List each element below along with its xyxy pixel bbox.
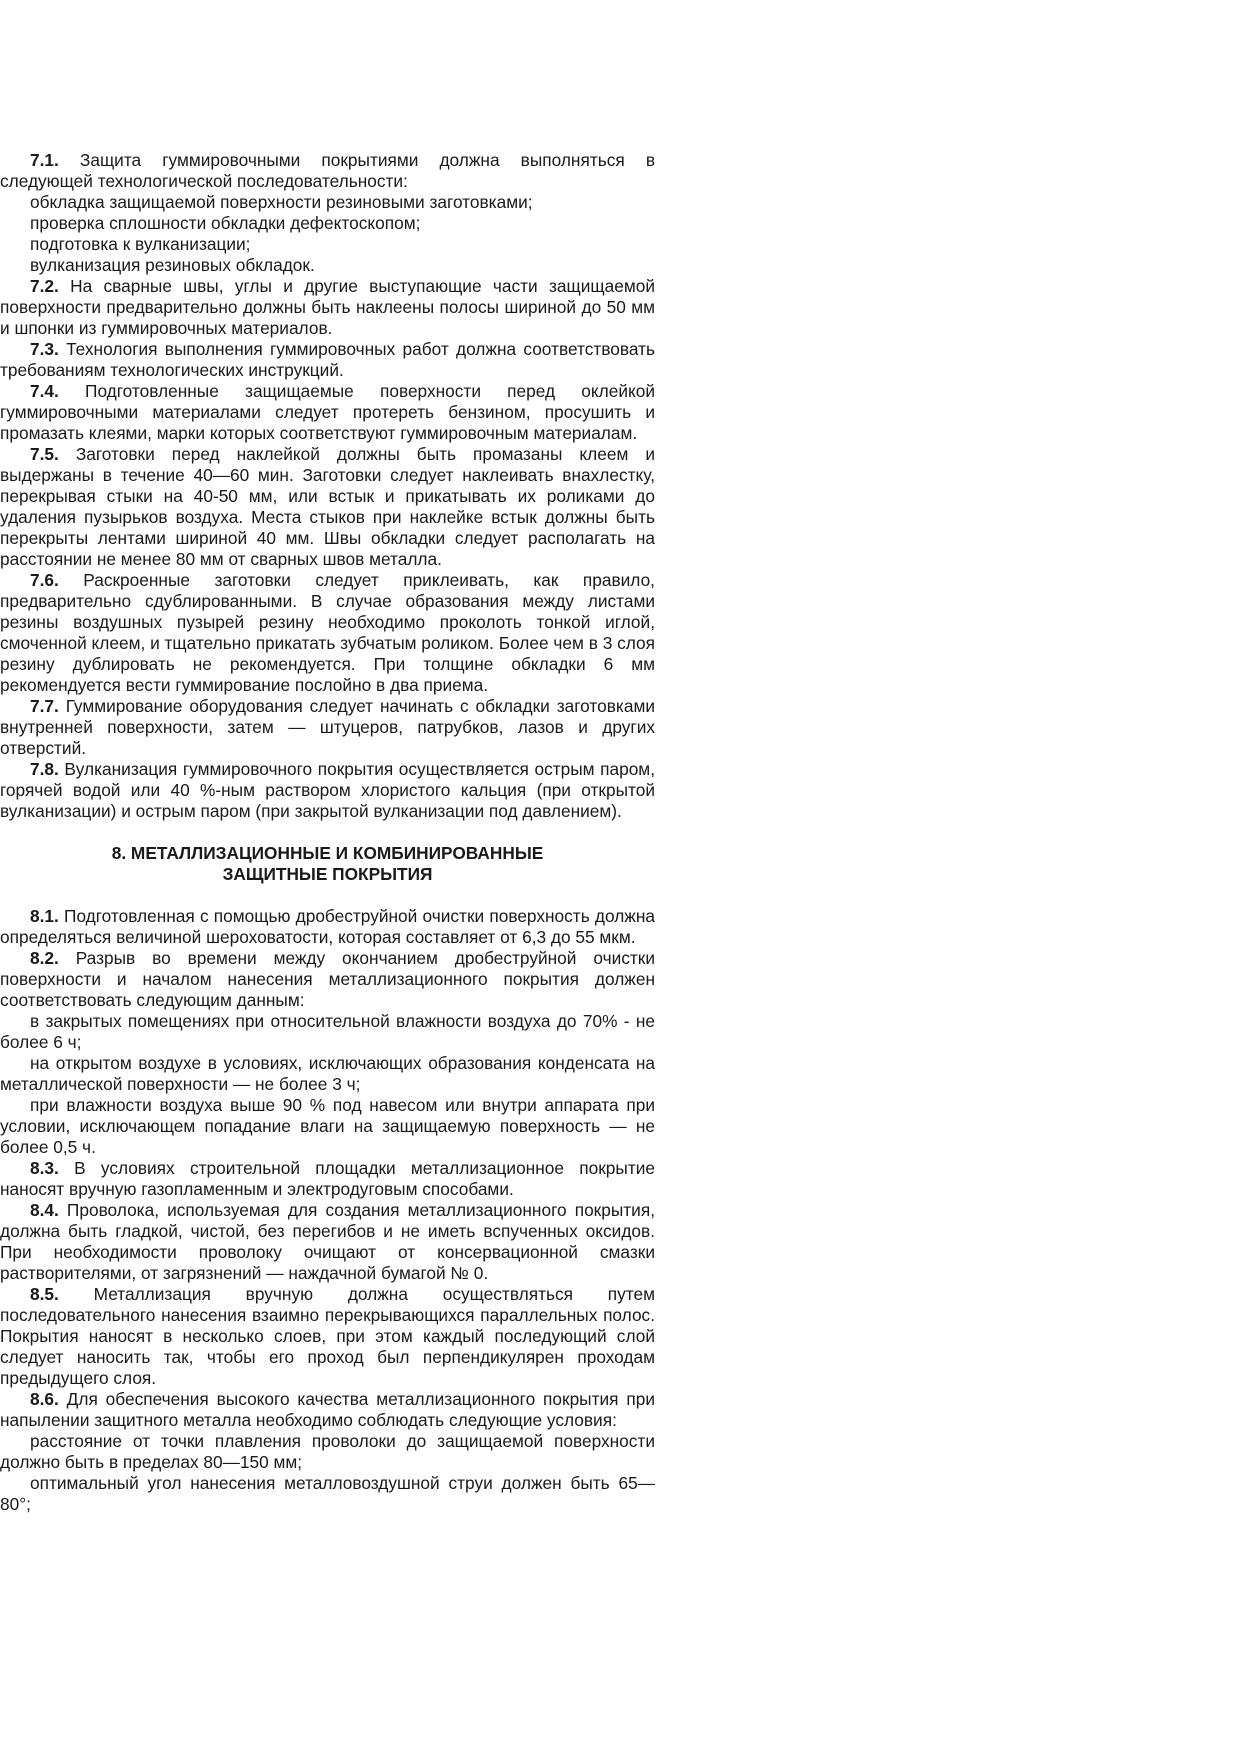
paragraph-text: Металлизация вручную должна осуществляться путем последовательного нанесения взаимно перекрывающихся параллельных полос. Покрытия наносят в несколько слоев, при этом каждый последующий слой следует наносить так, чтобы его проход был перпендикулярен проходам предыдущего слоя. [0,1284,655,1388]
paragraph-number: 8.1. [30,906,59,926]
spacer [0,885,655,906]
numbered-paragraph [0,759,655,822]
heading-line-2: ЗАЩИТНЫЕ ПОКРЫТИЯ [222,864,433,884]
list-item [0,1431,655,1473]
numbered-paragraph [0,1284,655,1389]
list-item [0,1473,655,1515]
heading-line-1: 8. МЕТАЛЛИЗАЦИОННЫЕ И КОМБИНИРОВАННЫЕ [111,843,544,863]
paragraph-number: 8.4. [30,1200,59,1220]
numbered-paragraph [0,948,655,1011]
paragraph-text: Подготовленные защищаемые поверхности перед оклейкой гуммировочными материалами следует протереть бензином, просушить и промазать клеями, марки которых соответствуют гуммировочным материалам. [0,381,655,443]
paragraph-text: В условиях строительной площадки металлизационное покрытие наносят вручную газопламенным и электродуговым способами. [0,1158,655,1199]
paragraph-text: Для обеспечения высокого качества металлизационного покрытия при напылении защитного металла необходимо соблюдать следующие условия: [0,1389,655,1430]
list-item [0,192,655,213]
numbered-paragraph [0,1158,655,1200]
paragraph-text: в закрытых помещениях при относительной влажности воздуха до 70% - не более 6 ч; [0,1011,655,1052]
numbered-paragraph [0,150,655,192]
paragraph-text: на открытом воздухе в условиях, исключающих образования конденсата на металлической поверхности — не более 3 ч; [0,1053,655,1094]
list-item [0,234,655,255]
numbered-paragraph [0,1389,655,1431]
paragraph-number: 7.5. [30,444,59,464]
paragraph-text: Защита гуммировочными покрытиями должна выполняться в следующей технологической последовательности: [0,150,655,191]
paragraph-text: при влажности воздуха выше 90 % под навесом или внутри аппарата при условии, исключающем попадание влаги на защищаемую поверхность — не более 0,5 ч. [0,1095,655,1157]
section-8-heading [0,843,655,885]
numbered-paragraph [0,906,655,948]
paragraph-number: 7.4. [30,381,59,401]
paragraph-text: подготовка к вулканизации; [30,234,251,254]
list-item [0,1095,655,1158]
numbered-paragraph [0,444,655,570]
paragraph-text: Разрыв во времени между окончанием дробеструйной очистки поверхности и началом нанесения металлизационного покрытия должен соответствовать следующим данным: [0,948,655,1010]
paragraph-text: Подготовленная с помощью дробеструйной очистки поверхность должна определяться величиной шероховатости, которая составляет от 6,3 до 55 мкм. [0,906,655,947]
list-item [0,1011,655,1053]
paragraph-number: 7.1. [30,150,59,170]
numbered-paragraph [0,570,655,696]
section-8 [0,906,655,1515]
paragraph-text: Гуммирование оборудования следует начинать с обкладки заготовками внутренней поверхности, затем — штуцеров, патрубков, лазов и других отверстий. [0,696,655,758]
numbered-paragraph [0,276,655,339]
section-7 [0,150,655,822]
paragraph-text: вулканизация резиновых обкладок. [30,255,315,275]
paragraph-text: Раскроенные заготовки следует приклеивать, как правило, предварительно сдублированными. В случае образования между листами резины воздушных пузырей резину необходимо проколоть тонкой иглой, смоченной клеем, и тщательно прикатать зубчатым роликом. Более чем в 3 слоя резину дублировать не рекомендуется. При толщине обкладки 6 мм рекомендуется вести гуммирование послойно в два приема. [0,570,655,695]
paragraph-text: Проволока, используемая для создания металлизационного покрытия, должна быть гладкой, чистой, без перегибов и не иметь вспученных оксидов. При необходимости проволоку очищают от консервационной смазки растворителями, от загрязнений — наждачной бумагой № 0. [0,1200,655,1283]
paragraph-text: Технология выполнения гуммировочных работ должна соответствовать требованиям технологических инструкций. [0,339,655,380]
paragraph-text: оптимальный угол нанесения металловоздушной струи должен быть 65—80°; [0,1473,655,1514]
numbered-paragraph [0,339,655,381]
list-item [0,255,655,276]
paragraph-text: проверка сплошности обкладки дефектоскопом; [30,213,421,233]
paragraph-number: 7.6. [30,570,59,590]
paragraph-number: 7.8. [30,759,59,779]
paragraph-number: 8.5. [30,1284,59,1304]
paragraph-text: обкладка защищаемой поверхности резиновыми заготовками; [30,192,533,212]
list-item [0,213,655,234]
spacer [0,822,655,843]
paragraph-number: 8.2. [30,948,59,968]
paragraph-text: Вулканизация гуммировочного покрытия осуществляется острым паром, горячей водой или 40 %-ным раствором хлористого кальция (при открытой вулканизации) и острым паром (при закрытой вулканизации под давлением). [0,759,655,821]
numbered-paragraph [0,381,655,444]
paragraph-number: 7.7. [30,696,59,716]
paragraph-number: 8.3. [30,1158,59,1178]
paragraph-text: расстояние от точки плавления проволоки до защищаемой поверхности должно быть в пределах 80—150 мм; [0,1431,655,1472]
numbered-paragraph [0,1200,655,1284]
paragraph-number: 7.2. [30,276,59,296]
list-item [0,1053,655,1095]
paragraph-text: Заготовки перед наклейкой должны быть промазаны клеем и выдержаны в течение 40—60 мин. Заготовки следует наклеивать внахлестку, перекрывая стыки на 40-50 мм, или встык и прикатывать их роликами до удаления пузырьков воздуха. Места стыков при наклейке встык должны быть перекрыты лентами шириной 40 мм. Швы обкладки следует располагать на расстоянии не менее 80 мм от сварных швов металла. [0,444,655,569]
paragraph-number: 8.6. [30,1389,59,1409]
paragraph-number: 7.3. [30,339,59,359]
numbered-paragraph [0,696,655,759]
document-page [0,150,655,1515]
paragraph-text: На сварные швы, углы и другие выступающие части защищаемой поверхности предварительно должны быть наклеены полосы шириной до 50 мм и шпонки из гуммировочных материалов. [0,276,655,338]
